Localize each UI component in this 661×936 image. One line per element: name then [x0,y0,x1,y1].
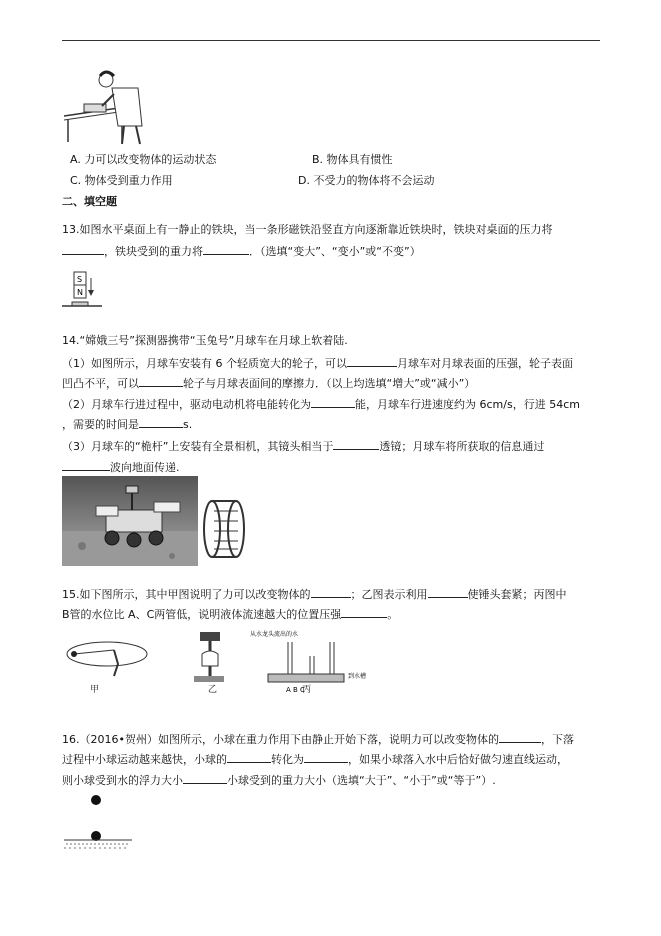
q14-part2-line2: ，需要的时间是 s. [62,415,192,433]
caption-yi: 乙 [208,685,218,695]
q16-blank-2[interactable] [227,750,271,763]
q16-line2: 过程中小球运动越来越快，小球的 转化为 ，如果小球落入水中后恰好做匀速直线运动， [62,750,568,768]
option-c: C. 物体受到重力作用 [70,174,173,187]
q13-magnet-figure [62,270,102,310]
q14-blank-1[interactable] [347,354,397,367]
q14-part3-line1: （3）月球车的“桅杆”上安装有全景相机，其镜头相当于 透镜；月球车将所获取的信息通过 [62,437,544,455]
header-rule [62,40,600,41]
q15-line1: 15.如下图所示，其中甲图说明了力可以改变物体的 ；乙图表示利用 使锤头套紧；丙图中 [62,585,567,603]
label-from-tap: 从水龙头流出的水 [250,631,299,638]
q14-part1-line1: （1）如图所示，月球车安装有 6 个轻质宽大的轮子，可以 月球车对月球表面的压强，轮子表面 [62,354,573,372]
q13-text-3: ．（选填“变大”、“变小”或“不变”） [249,245,421,258]
magnet-s-label: S [77,275,83,284]
q16-line1: 16.（2016•贺州）如图所示，小球在重力作用下由静止开始下落，说明力可以改变物体的 ，下落 [62,730,574,748]
q15-blank-1[interactable] [311,585,351,598]
q13-line2 [62,242,421,260]
rover-wheel-figure [202,497,246,561]
option-d: D. 不受力的物体将不会运动 [298,174,435,187]
q16-falling-ball-figure [62,790,134,854]
caption-bing: 丙 [302,685,312,695]
question-12-figure [62,68,154,146]
q15-blank-3[interactable] [341,605,387,618]
moon-rover-photo [62,476,198,566]
q15-line2: B管的水位比 A、C两管低，说明液体流速越大的位置压强 。 [62,605,398,623]
label-to-sink: 到水槽 [348,673,367,680]
q13-blank-1[interactable] [62,242,104,255]
q15-blank-2[interactable] [428,585,468,598]
q14-blank-6[interactable] [62,458,110,471]
q13-line1: 13.如图水平桌面上有一静止的铁块，当一条形磁铁沿竖直方向逐渐靠近铁块时，铁块对桌面的压力将 [62,223,553,236]
q14-blank-5[interactable] [333,437,379,450]
q15-figure-bing [248,626,370,694]
q14-part2-line1: （2）月球车行进过程中，驱动电动机将电能转化为 能，月球车行进速度约为 6cm/s，行进 54cm [62,395,580,413]
q14-blank-2[interactable] [139,374,183,387]
q15-figure-jia [62,630,152,688]
q14-part1-line2: 凹凸不平，可以 轮子与月球表面间的摩擦力．（以上均选填“增大”或“减小”） [62,374,475,392]
magnet-n-label: N [77,288,83,297]
q14-blank-3[interactable] [311,395,355,408]
q15-figure-yi [182,630,232,688]
q13-text-2: ，铁块受到的重力将 [104,245,203,258]
option-a: A. 力可以改变物体的运动状态 [70,153,217,166]
q14-line1: 14.“嫦娥三号”探测器携带“玉兔号”月球车在月球上软着陆. [62,334,348,347]
section-title: 二、填空题 [62,195,117,208]
q16-line3: 则小球受到水的浮力大小 小球受到的重力大小（选填“大于”、“小于”或“等于”）. [62,771,496,789]
q14-part3-line2: 波向地面传递. [62,458,180,476]
label-abc: A B C [286,686,305,694]
caption-jia: 甲 [90,685,100,695]
q16-blank-1[interactable] [499,730,541,743]
q16-blank-3[interactable] [304,750,348,763]
q16-blank-4[interactable] [183,771,227,784]
option-b: B. 物体具有惯性 [312,153,393,166]
q14-blank-4[interactable] [139,415,183,428]
q13-blank-2[interactable] [203,242,249,255]
